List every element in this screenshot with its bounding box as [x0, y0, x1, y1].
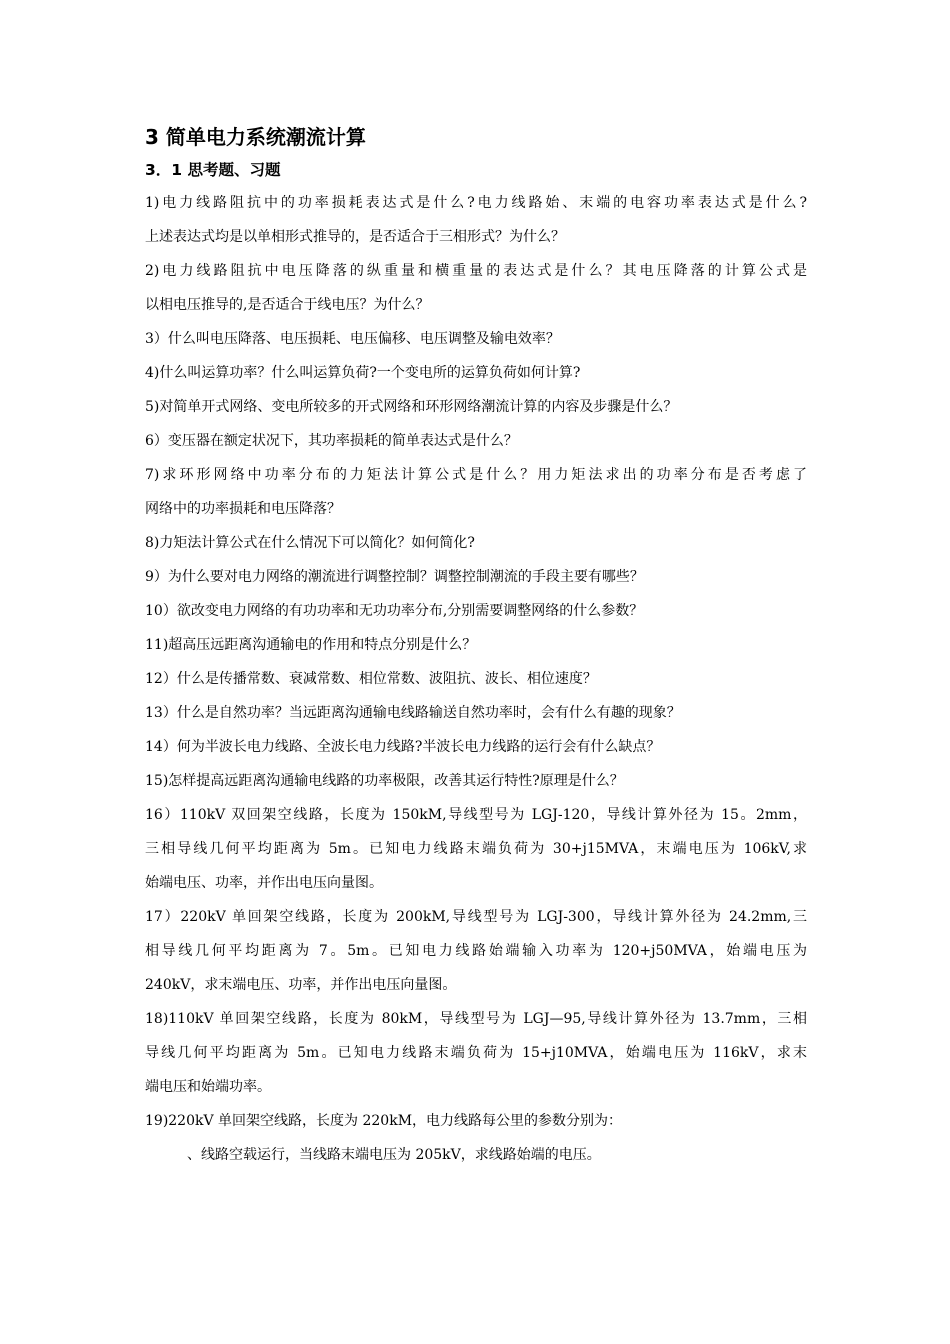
question-line: 7)求环形网络中功率分布的力矩法计算公式是什么？用力矩法求出的功率分布是否考虑了: [145, 467, 807, 483]
question-line: 上述表达式均是以单相形式推导的，是否适合于三相形式？为什么？: [145, 229, 565, 245]
question-line: 17）220kV 单回架空线路，长度为 200kM,导线型号为 LGJ-300，导线计算外径为 24.2mm,三: [145, 909, 807, 925]
chapter-title: 3 简单电力系统潮流计算: [145, 125, 366, 149]
question-line: 11)超高压远距离沟通输电的作用和特点分别是什么？: [145, 637, 477, 653]
question-line: 1)电力线路阻抗中的功率损耗表达式是什么?电力线路始、末端的电容功率表达式是什么?: [145, 195, 807, 211]
question-line: 240kV，求末端电压、功率，并作出电压向量图。: [145, 977, 457, 993]
section-title: 3．1 思考题、习题: [145, 161, 281, 179]
question-line: 始端电压、功率，并作出电压向量图。: [145, 875, 383, 891]
question-line: 导线几何平均距离为 5m。已知电力线路末端负荷为 15+j10MVA，始端电压为 116kV，求末: [145, 1045, 807, 1061]
question-line: 端电压和始端功率。: [145, 1079, 271, 1095]
question-line: 5)对简单开式网络、变电所较多的开式网络和环形网络潮流计算的内容及步骤是什么？: [145, 399, 678, 415]
question-list: [145, 186, 807, 1172]
question-line: 相导线几何平均距离为 7。5m。已知电力线路始端输入功率为 120+j50MVA，始端电压为: [145, 943, 807, 959]
question-line: 网络中的功率损耗和电压降落？: [145, 501, 341, 517]
question-line: 10）欲改变电力网络的有功功率和无功功率分布,分别需要调整网络的什么参数？: [145, 603, 644, 619]
question-line: 9）为什么要对电力网络的潮流进行调整控制？调整控制潮流的手段主要有哪些？: [145, 569, 644, 585]
question-line: 4)什么叫运算功率？什么叫运算负荷?一个变电所的运算负荷如何计算?: [145, 365, 581, 381]
question-line: 3）什么叫电压降落、电压损耗、电压偏移、电压调整及输电效率？: [145, 331, 560, 347]
question-line: 13）什么是自然功率？当远距离沟通输电线路输送自然功率时，会有什么有趣的现象？: [145, 705, 681, 721]
question-line: 18)110kV 单回架空线路，长度为 80kM，导线型号为 LGJ—95,导线计算外径为 13.7mm，三相: [145, 1011, 807, 1027]
question-line: 12）什么是传播常数、衰减常数、相位常数、波阻抗、波长、相位速度？: [145, 671, 597, 687]
question-line: 8)力矩法计算公式在什么情况下可以简化？如何简化?: [145, 535, 475, 551]
question-line: 15)怎样提高远距离沟通输电线路的功率极限，改善其运行特性?原理是什么？: [145, 773, 624, 789]
question-line: 14）何为半波长电力线路、全波长电力线路?半波长电力线路的运行会有什么缺点？: [145, 739, 661, 755]
question-line: 6）变压器在额定状况下，其功率损耗的简单表达式是什么？: [145, 433, 518, 449]
question-line: 三相导线几何平均距离为 5m。已知电力线路末端负荷为 30+j15MVA，末端电压为 106kV,求: [145, 841, 807, 857]
question-line: 2)电力线路阻抗中电压降落的纵重量和横重量的表达式是什么？其电压降落的计算公式是: [145, 263, 807, 279]
question-line: 16）110kV 双回架空线路，长度为 150kM,导线型号为 LGJ-120，导线计算外径为 15。2mm，: [145, 807, 807, 823]
question-line: 、线路空载运行，当线路末端电压为 205kV，求线路始端的电压。: [187, 1147, 601, 1163]
question-line: 以相电压推导的,是否适合于线电压？为什么？: [145, 297, 430, 313]
document-body: [145, 120, 807, 1172]
question-line: 19)220kV 单回架空线路，长度为 220kM，电力线路每公里的参数分别为：: [145, 1113, 623, 1129]
